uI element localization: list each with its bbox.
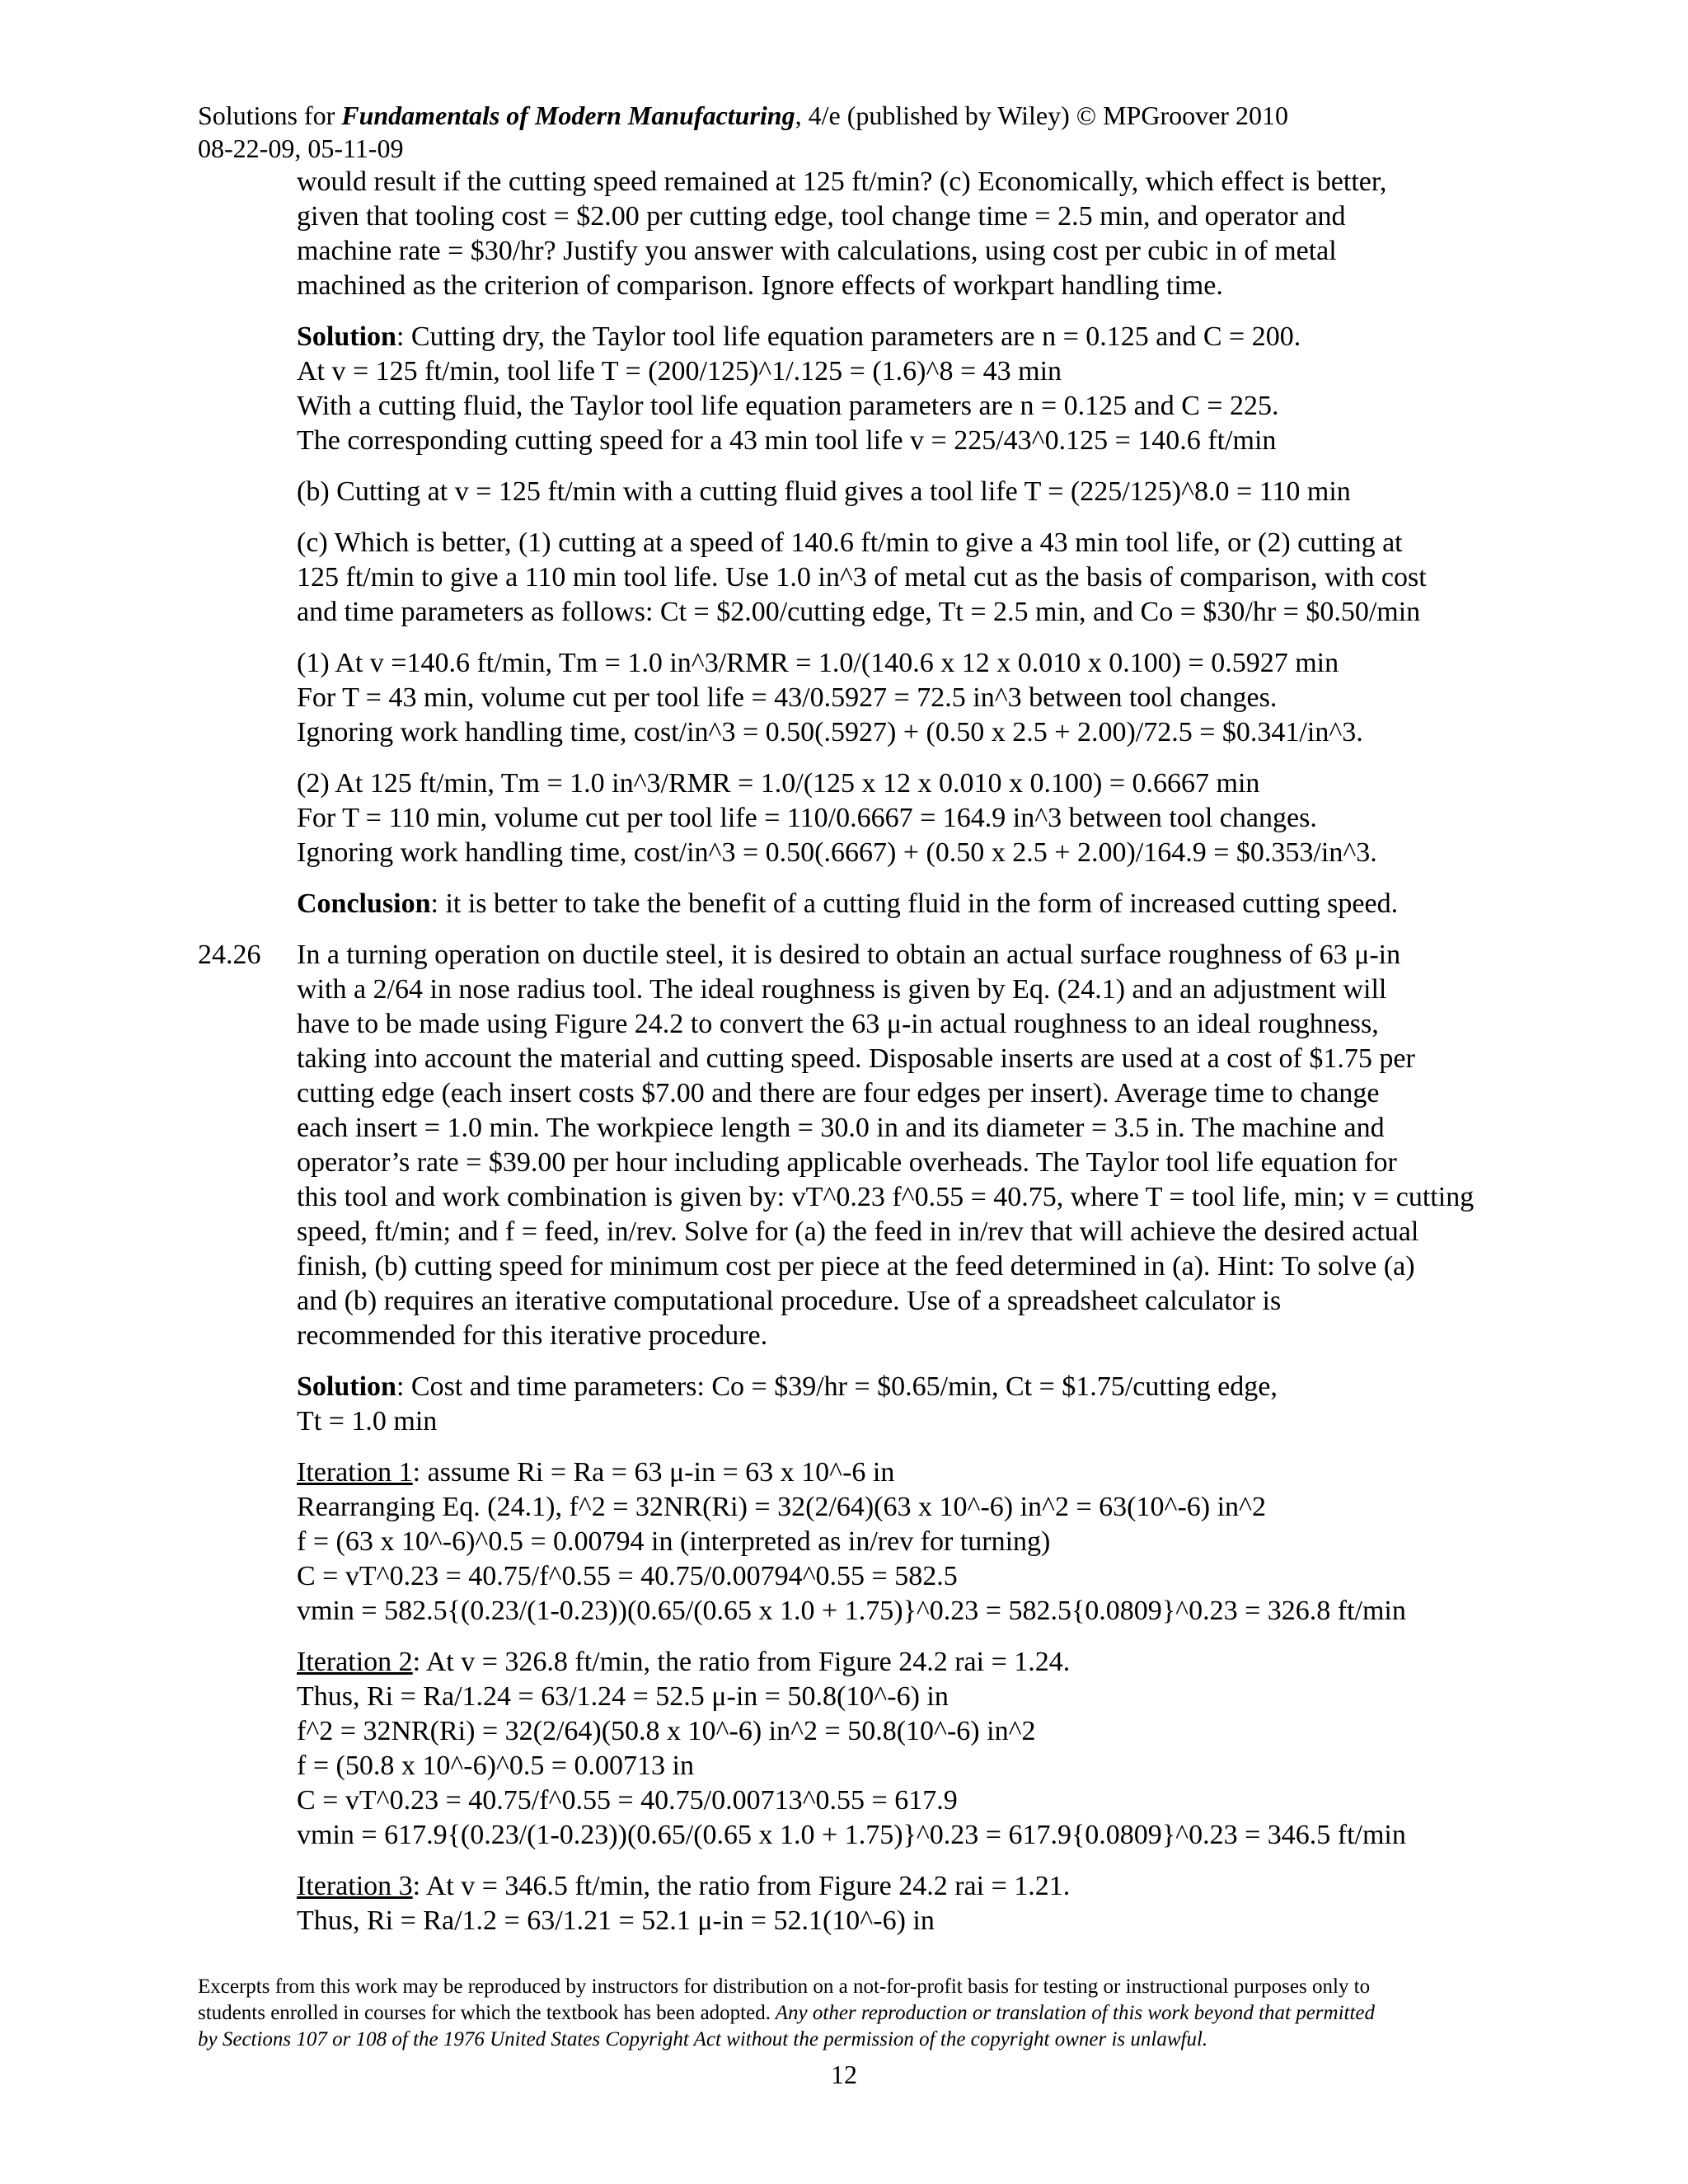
solution-24-26 [297,1370,1475,1439]
case-2-line: Ignoring work handling time, cost/in^3 = 0.50(.6667) + (0.50 x 2.5 + 2.00)/164.9 = $0.353/in^3. [297,837,1377,868]
problem-line: with a 2/64 in nose radius tool. The ideal roughness is given by Eq. (24.1) and an adjustment will [297,974,1387,1005]
case-1-line: For T = 43 min, volume cut per tool life = 43/0.5927 = 72.5 in^3 between tool changes. [297,682,1278,713]
case-2 [297,766,1475,870]
iteration-line: Thus, Ri = Ra/1.24 = 63/1.24 = 52.5 μ-in = 50.8(10^-6) in [297,1681,949,1712]
iteration-line: f = (63 x 10^-6)^0.5 = 0.00794 in (interpreted as in/rev for turning) [297,1526,1051,1557]
iteration-line: Rearranging Eq. (24.1), f^2 = 32NR(Ri) = 32(2/64)(63 x 10^-6) in^2 = 63(10^-6) in^2 [297,1492,1266,1522]
iteration-label: Iteration 3 [297,1871,413,1901]
book-title: Fundamentals of Modern Manufacturing [341,101,795,130]
problem-line: cutting edge (each insert costs $7.00 and there are four edges per insert). Average time to change [297,1078,1380,1108]
iteration-line: Thus, Ri = Ra/1.2 = 63/1.21 = 52.1 μ-in = 52.1(10^-6) in [297,1905,935,1936]
footer-line-italic: Any other reproduction or translation of this work beyond that permitted [770,2002,1376,2024]
problem-number: 24.26 [198,940,261,970]
header-dates: 08-22-09, 05-11-09 [198,134,404,163]
solution-line: The corresponding cutting speed for a 43 min tool life v = 225/43^0.125 = 140.6 ft/min [297,425,1277,456]
problem-24-26 [198,938,1475,1353]
iteration-line: C = vT^0.23 = 40.75/f^0.55 = 40.75/0.00794^0.55 = 582.5 [297,1561,958,1591]
problem-line: finish, (b) cutting speed for minimum cost per piece at the feed determined in (a). Hint: To solve (a) [297,1251,1415,1282]
iteration-line: f^2 = 32NR(Ri) = 32(2/64)(50.8 x 10^-6) in^2 = 50.8(10^-6) in^2 [297,1716,1036,1746]
solution-line: With a cutting fluid, the Taylor tool life equation parameters are n = 0.125 and C = 225. [297,391,1279,421]
problem-line: speed, ft/min; and f = feed, in/rev. Solve for (a) the feed in in/rev that will achieve the desired actual [297,1216,1419,1247]
iteration-line: vmin = 582.5{(0.23/(1-0.23))(0.65/(0.65 x 1.0 + 1.75)}^0.23 = 582.5{0.0809}^0.23 = 326.8 ft/min [297,1596,1406,1626]
conclusion-text: : it is better to take the benefit of a cutting fluid in the form of increased cutting speed. [430,888,1399,919]
problem-line: each insert = 1.0 min. The workpiece length = 30.0 in and its diameter = 3.5 in. The machine and [297,1113,1385,1143]
iteration-1 [297,1455,1475,1629]
page-body [198,165,1475,1955]
solution-label: Solution [297,1371,396,1402]
intro-line: machined as the criterion of comparison. Ignore effects of workpart handling time. [297,270,1223,301]
intro-line: would result if the cutting speed remained at 125 ft/min? (c) Economically, which effect is better, [297,166,1387,197]
problem-line: this tool and work combination is given by: vT^0.23 f^0.55 = 40.75, where T = tool life, min; v = cutting [297,1182,1475,1212]
iteration-line: f = (50.8 x 10^-6)^0.5 = 0.00713 in [297,1750,694,1781]
case-1 [297,646,1475,750]
solution-label: Solution [297,321,396,352]
footer-line-italic: by Sections 107 or 108 of the 1976 United States Copyright Act without the permission of the copyright owner is unlawful. [198,2028,1208,2050]
conclusion [297,887,1475,921]
problem-line: taking into account the material and cutting speed. Disposable inserts are used at a cost of $1.75 per [297,1043,1415,1074]
footer-line: Excerpts from this work may be reproduced by instructors for distribution on a not-for-profit basis for testing or instructional purposes only to [198,1975,1371,1998]
iteration-label: Iteration 1 [297,1457,413,1488]
problem-line: operator’s rate = $39.00 per hour including applicable overheads. The Taylor tool life equation for [297,1147,1397,1178]
copyright-footer [198,1974,1500,2053]
solution-line: : Cost and time parameters: Co = $39/hr = $0.65/min, Ct = $1.75/cutting edge, [396,1371,1278,1402]
part-c-line: 125 ft/min to give a 110 min tool life. Use 1.0 in^3 of metal cut as the basis of comparison, with cost [297,562,1427,593]
conclusion-label: Conclusion [297,888,431,919]
iteration-2 [297,1645,1475,1853]
header-suffix: , 4/e (published by Wiley) © MPGroover 2010 [795,101,1288,130]
iteration-line: : At v = 326.8 ft/min, the ratio from Figure 24.2 rai = 1.24. [412,1647,1071,1677]
solution-line: At v = 125 ft/min, tool life T = (200/125)^1/.125 = (1.6)^8 = 43 min [297,356,1062,387]
part-c-line: and time parameters as follows: Ct = $2.00/cutting edge, Tt = 2.5 min, and Co = $30/hr = $0.50/min [297,597,1421,627]
case-2-line: For T = 110 min, volume cut per tool life = 110/0.6667 = 164.9 in^3 between tool changes. [297,803,1317,833]
case-1-line: (1) At v =140.6 ft/min, Tm = 1.0 in^3/RMR = 1.0/(140.6 x 12 x 0.010 x 0.100) = 0.5927 min [297,648,1339,678]
iteration-3 [297,1869,1475,1938]
iteration-line: : At v = 346.5 ft/min, the ratio from Figure 24.2 rai = 1.21. [412,1871,1071,1901]
case-1-line: Ignoring work handling time, cost/in^3 = 0.50(.5927) + (0.50 x 2.5 + 2.00)/72.5 = $0.341/in^3. [297,717,1363,748]
page-header [198,99,1484,165]
solution-part-c [297,526,1475,630]
intro-line: given that tooling cost = $2.00 per cutting edge, tool change time = 2.5 min, and operator and [297,201,1346,232]
problem-line: have to be made using Figure 24.2 to convert the 63 μ-in actual roughness to an ideal roughness, [297,1009,1379,1039]
problem-line: and (b) requires an iterative computational procedure. Use of a spreadsheet calculator is [297,1286,1282,1316]
problem-line: In a turning operation on ductile steel, it is desired to obtain an actual surface roughness of 63 μ-in [297,940,1401,970]
solution-line: Tt = 1.0 min [297,1406,438,1436]
part-b-line: (b) Cutting at v = 125 ft/min with a cutting fluid gives a tool life T = (225/125)^8.0 = 110 min [297,476,1351,507]
iteration-line: C = vT^0.23 = 40.75/f^0.55 = 40.75/0.00713^0.55 = 617.9 [297,1785,958,1816]
footer-line: students enrolled in courses for which the textbook has been adopted. [198,2002,771,2024]
header-prefix: Solutions for [198,101,342,130]
intro-line: machine rate = $30/hr? Justify you answer with calculations, using cost per cubic in of metal [297,236,1337,266]
iteration-line: : assume Ri = Ra = 63 μ-in = 63 x 10^-6 in [412,1457,895,1488]
iteration-label: Iteration 2 [297,1647,413,1677]
solution-line: : Cutting dry, the Taylor tool life equation parameters are n = 0.125 and C = 200. [396,321,1301,352]
solution-part-b [297,475,1475,509]
solution-part-a [297,320,1475,458]
iteration-line: vmin = 617.9{(0.23/(1-0.23))(0.65/(0.65 x 1.0 + 1.75)}^0.23 = 617.9{0.0809}^0.23 = 346.5 ft/min [297,1820,1406,1850]
page-number: 12 [831,2060,857,2089]
case-2-line: (2) At 125 ft/min, Tm = 1.0 in^3/RMR = 1.0/(125 x 12 x 0.010 x 0.100) = 0.6667 min [297,768,1260,799]
part-c-line: (c) Which is better, (1) cutting at a speed of 140.6 ft/min to give a 43 min tool life, or (2) cutting at [297,527,1403,558]
problem-line: recommended for this iterative procedure. [297,1320,768,1351]
problem-continuation [297,165,1475,303]
